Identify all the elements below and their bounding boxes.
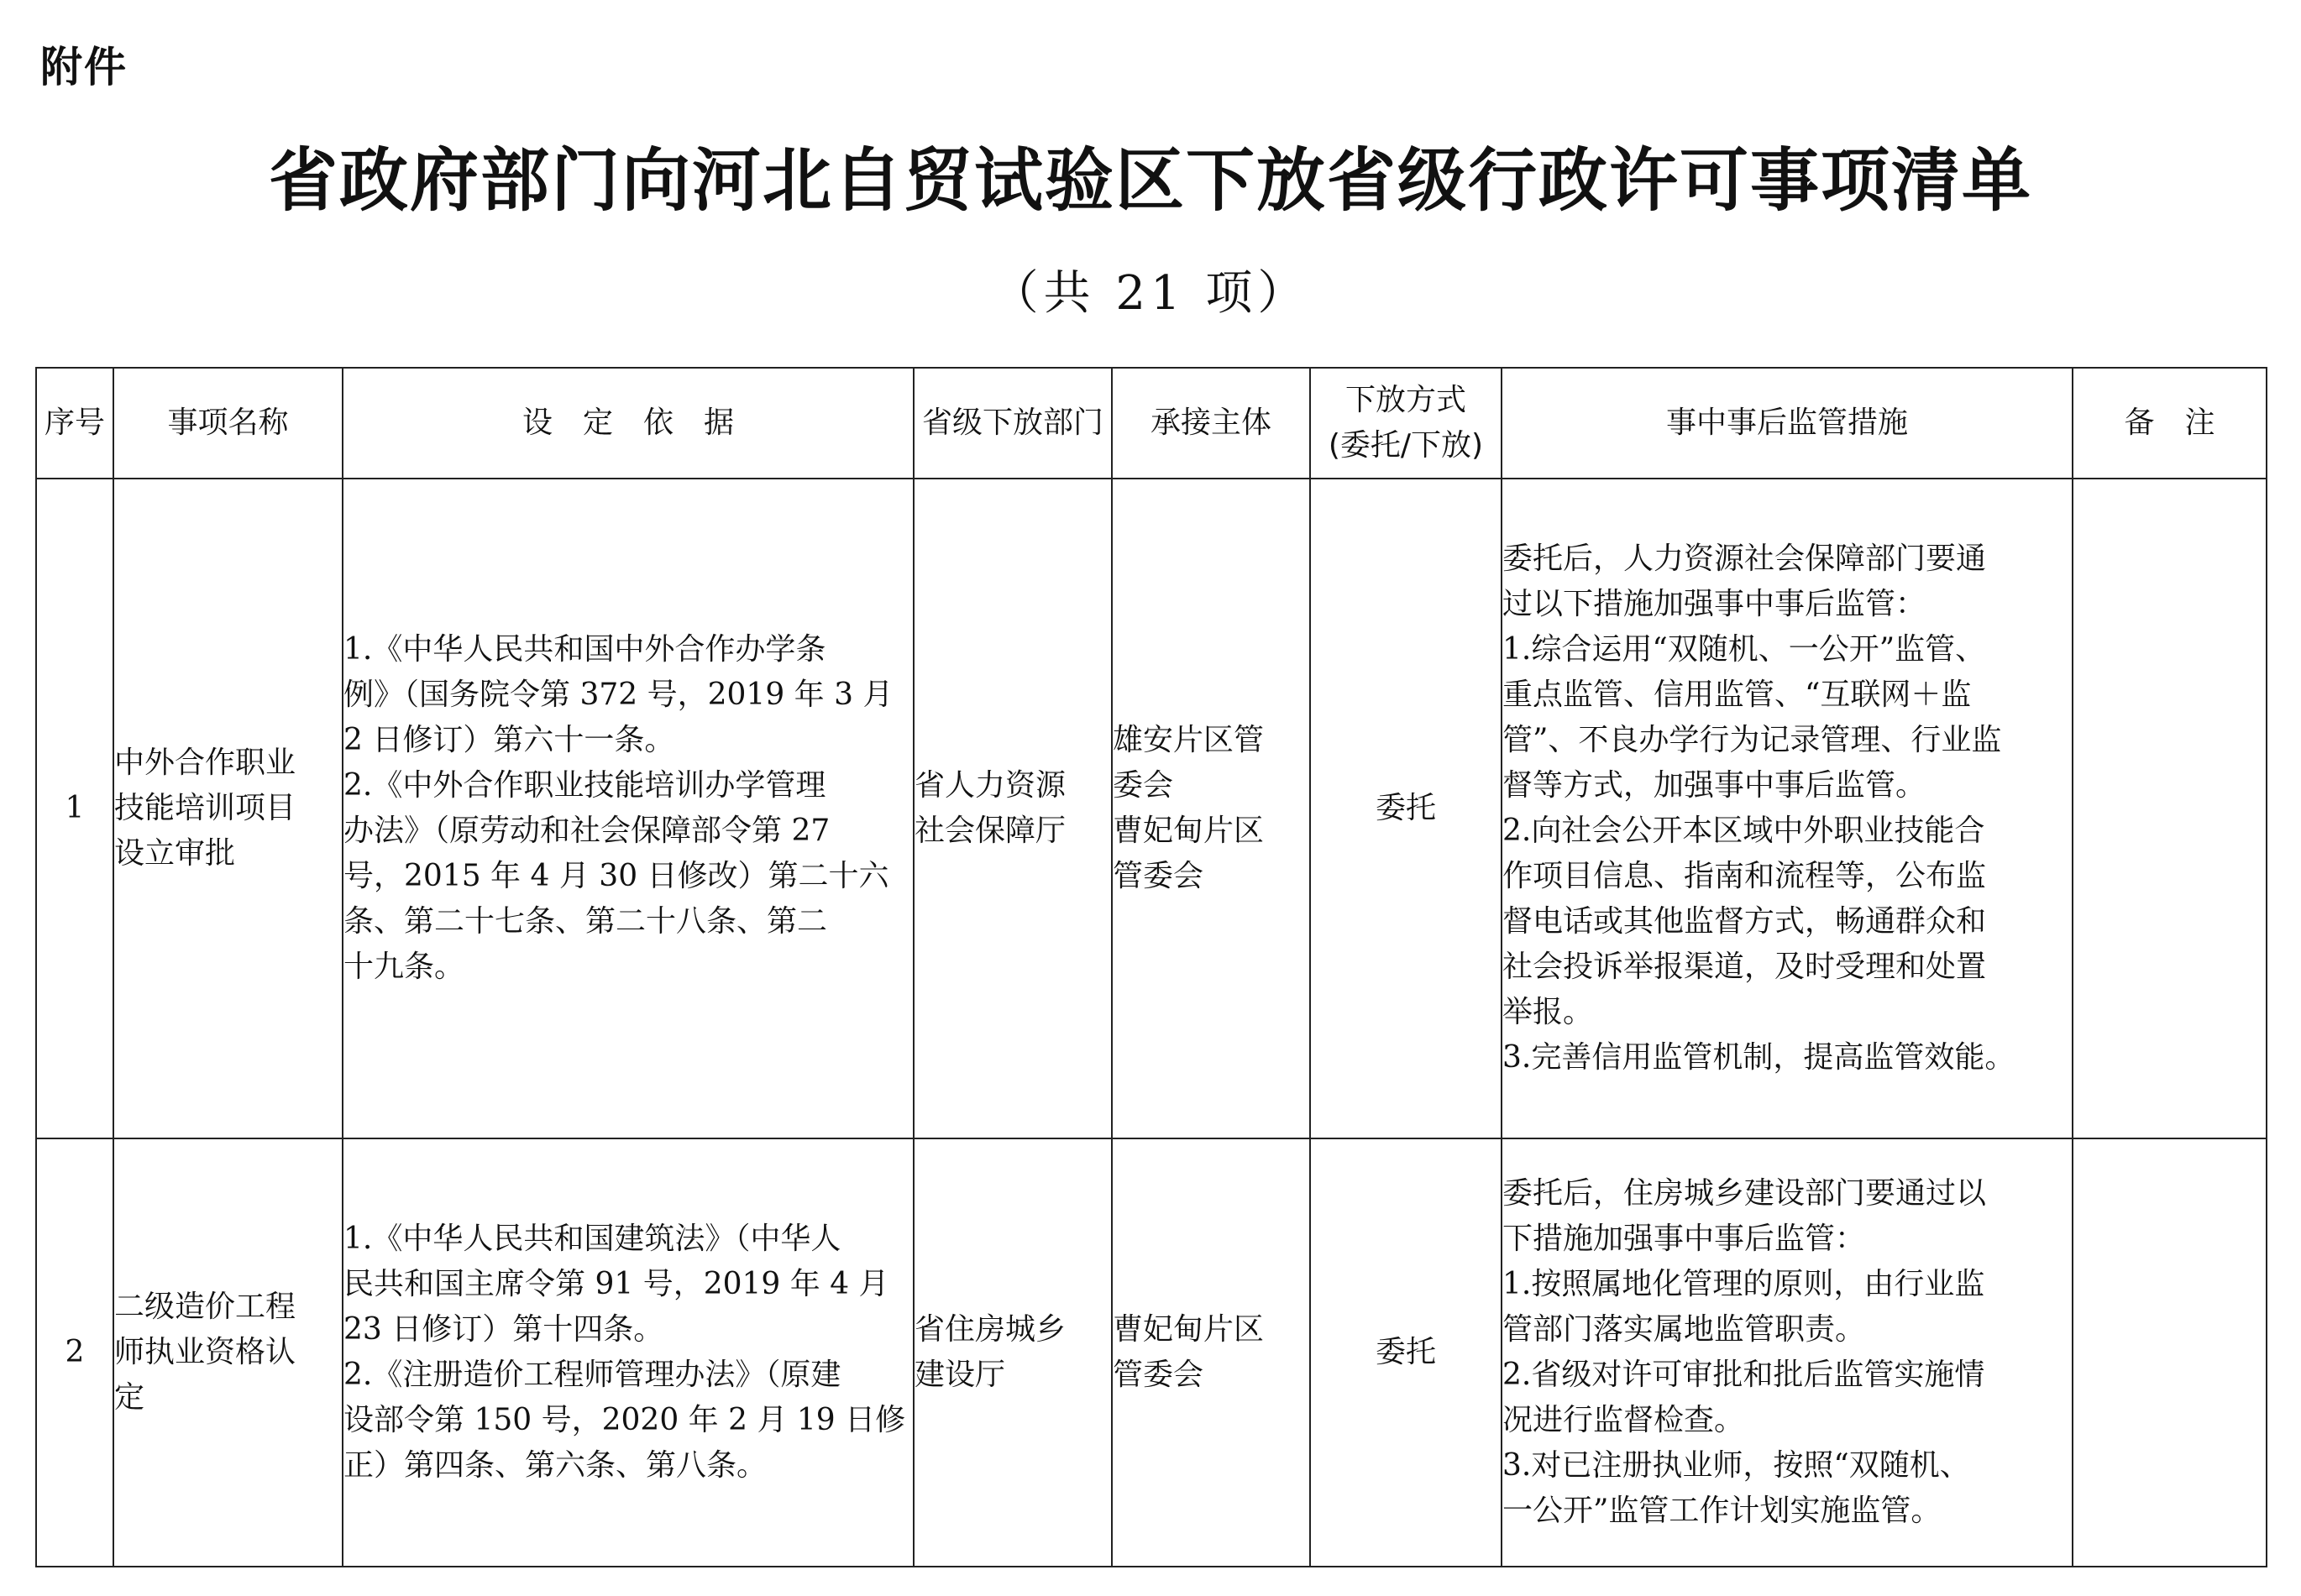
- cell-mode: 委托: [1310, 479, 1502, 1138]
- header-receiver: 承接主体: [1112, 368, 1310, 479]
- basis-line: 设部令第 150 号，2020 年 2 月 19 日修: [343, 1403, 906, 1437]
- header-seq: 序号: [36, 368, 113, 479]
- item-name-line: 定: [114, 1380, 145, 1415]
- receiver-line: 管委会: [1113, 1358, 1204, 1392]
- header-measures: 事中事后监管措施: [1502, 368, 2073, 479]
- cell-item-name: [113, 479, 343, 1138]
- header-mode-line1: 下放方式: [1344, 383, 1466, 417]
- header-remarks: 备 注: [2073, 368, 2267, 479]
- basis-line: 号，2015 年 4 月 30 日修改）第二十六: [343, 859, 889, 893]
- measures-line: 管部门落实属地监管职责。: [1502, 1312, 1866, 1347]
- cell-dept: [914, 479, 1112, 1138]
- measures-line: 下措施加强事中事后监管：: [1502, 1222, 1866, 1256]
- dept-line: 社会保障厅: [915, 814, 1067, 848]
- receiver-line: 委会: [1113, 768, 1174, 803]
- attachment-label: 附件: [40, 43, 128, 92]
- cell-basis: [343, 1138, 914, 1567]
- basis-line: 2.《注册造价工程师管理办法》（原建: [343, 1358, 841, 1392]
- measures-line: 况进行监督检查。: [1502, 1403, 1745, 1437]
- item-name-line: 二级造价工程: [114, 1290, 296, 1324]
- cell-receiver: [1112, 479, 1310, 1138]
- measures-line: 1.按照属地化管理的原则，由行业监: [1502, 1267, 1985, 1301]
- dept-line: 省住房城乡: [915, 1312, 1067, 1347]
- receiver-line: 曹妃甸片区: [1113, 814, 1265, 848]
- cell-mode: 委托: [1310, 1138, 1502, 1567]
- cell-item-name: [113, 1138, 343, 1567]
- header-basis: 设 定 依 据: [343, 368, 914, 479]
- basis-line: 2 日修订）第六十一条。: [343, 723, 675, 757]
- receiver-line: 曹妃甸片区: [1113, 1312, 1265, 1347]
- receiver-line: 雄安片区管: [1113, 723, 1265, 757]
- item-name-line: 中外合作职业: [114, 746, 296, 780]
- item-name-line: 设立审批: [114, 836, 236, 871]
- header-row: [36, 368, 2267, 479]
- cell-dept: [914, 1138, 1112, 1567]
- measures-line: 2.向社会公开本区域中外职业技能合: [1502, 814, 1985, 848]
- basis-line: 十九条。: [343, 950, 465, 984]
- measures-line: 作项目信息、指南和流程等，公布监: [1502, 859, 1987, 893]
- measures-line: 2.省级对许可审批和批后监管实施情: [1502, 1358, 1985, 1392]
- measures-line: 过以下措施加强事中事后监管：: [1502, 587, 1926, 621]
- basis-line: 例》（国务院令第 372 号，2019 年 3 月: [343, 678, 894, 712]
- table-row: [36, 1138, 2267, 1567]
- measures-line: 3.对已注册执业师，按照“双随机、: [1502, 1448, 1970, 1483]
- measures-line: 举报。: [1502, 995, 1594, 1029]
- cell-seq: 1: [36, 479, 113, 1138]
- basis-line: 办法》（原劳动和社会保障部令第 27: [343, 814, 831, 848]
- measures-line: 社会投诉举报渠道，及时受理和处置: [1502, 950, 1987, 984]
- dept-line: 省人力资源: [915, 768, 1067, 803]
- basis-line: 1.《中华人民共和国建筑法》（中华人: [343, 1222, 841, 1256]
- basis-line: 1.《中华人民共和国中外合作办学条: [343, 632, 826, 667]
- measures-line: 督电话或其他监督方式，畅通群众和: [1502, 904, 1987, 939]
- cell-seq: 2: [36, 1138, 113, 1567]
- measures-line: 委托后，住房城乡建设部门要通过以: [1502, 1176, 1987, 1211]
- delegation-table: [35, 367, 2267, 1567]
- item-name-line: 技能培训项目: [114, 791, 296, 825]
- cell-remarks: [2073, 1138, 2267, 1567]
- header-name: 事项名称: [113, 368, 343, 479]
- measures-line: 1.综合运用“双随机、一公开”监管、: [1502, 632, 1986, 667]
- basis-line: 23 日修订）第十四条。: [343, 1312, 664, 1347]
- receiver-line: 管委会: [1113, 859, 1204, 893]
- cell-measures: [1502, 479, 2073, 1138]
- measures-line: 管”、不良办学行为记录管理、行业监: [1502, 723, 2002, 757]
- basis-line: 正）第四条、第六条、第八条。: [343, 1448, 768, 1483]
- item-name-line: 师执业资格认: [114, 1335, 296, 1369]
- measures-line: 督等方式，加强事中事后监管。: [1502, 768, 1926, 803]
- header-mode-line2: (委托/下放): [1328, 428, 1484, 463]
- measures-line: 重点监管、信用监管、“互联网＋监: [1502, 678, 1972, 712]
- measures-line: 一公开”监管工作计划实施监管。: [1502, 1494, 1942, 1528]
- basis-line: 民共和国主席令第 91 号，2019 年 4 月: [343, 1267, 889, 1301]
- table-row: [36, 479, 2267, 1138]
- document-title: 省政府部门向河北自贸试验区下放省级行政许可事项清单: [268, 141, 2032, 221]
- basis-line: 条、第二十七条、第二十八条、第二: [343, 904, 828, 939]
- header-mode: [1310, 368, 1502, 479]
- item-count: （共 21 项）: [991, 266, 1310, 321]
- cell-measures: [1502, 1138, 2073, 1567]
- basis-line: 2.《中外合作职业技能培训办学管理: [343, 768, 826, 803]
- cell-remarks: [2073, 479, 2267, 1138]
- measures-line: 3.完善信用监管机制，提高监管效能。: [1502, 1040, 2015, 1075]
- header-dept: 省级下放部门: [914, 368, 1112, 479]
- measures-line: 委托后，人力资源社会保障部门要通: [1502, 542, 1987, 576]
- cell-basis: [343, 479, 914, 1138]
- dept-line: 建设厅: [915, 1358, 1006, 1392]
- cell-receiver: [1112, 1138, 1310, 1567]
